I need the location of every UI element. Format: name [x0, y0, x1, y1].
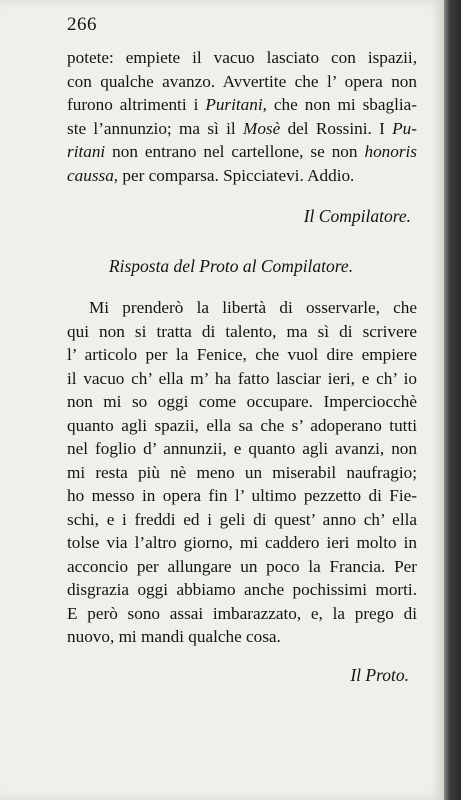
italic-text-run: Mosè — [243, 118, 281, 138]
text-run: furono altrimenti i — [67, 95, 206, 114]
italic-text-run: ritani — [67, 142, 106, 161]
text-line — [67, 117, 417, 141]
text-line: il vacuo ch’ ella m’ ha fatto lasciar ieri, e ch’ io — [67, 368, 417, 388]
italic-text-run: Pu- — [392, 118, 417, 138]
text-line — [67, 164, 417, 188]
italic-text-run: Puritani, — [205, 95, 267, 114]
text-line: schi, e i freddi ed i geli di quest’ anno ch’ ella — [67, 509, 417, 529]
text-run: potete: empiete il vacuo lasciato con ispazii, — [67, 48, 417, 67]
italic-text-run: caussa, — [67, 165, 119, 185]
text-line: mi resta più nè meno un miserabil naufragio; — [67, 462, 417, 482]
text-line — [67, 140, 417, 164]
text-line — [67, 46, 417, 70]
text-line: Mi prenderò la libertà di osservarle, che — [89, 298, 417, 317]
text-run: non entrano nel cartellone, se non — [105, 142, 365, 161]
text-line: nel foglio d’ annunzii, e quanto agli avanzi, non — [67, 439, 417, 458]
text-line: non mi so oggi come occupare. Imperciocchè — [67, 392, 417, 411]
text-line: nuovo, mi mandi qualche cosa. — [67, 627, 281, 646]
text-run: del Rossini. I — [280, 118, 393, 138]
page-number: 266 — [67, 14, 97, 35]
text-line: quanto agli spazii, ella sa che s’ adoperano tutti — [67, 415, 417, 435]
text-run: per comparsa. Spicciatevi. Addio. — [118, 165, 355, 185]
signature-proto: Il Proto. — [350, 665, 409, 685]
text-run: con qualche avanzo. Avvertite che l’ opera non — [67, 71, 417, 91]
signature-compilatore: Il Compilatore. — [303, 206, 411, 226]
text-line: l’ articolo per la Fenice, che vuol dire empiere — [67, 345, 417, 364]
text-run: che non mi sbaglia- — [266, 95, 418, 114]
paragraph-compilatore-letter — [67, 46, 417, 187]
text-line: qui non si tratta di talento, ma sì di scrivere — [67, 321, 417, 341]
text-line: acconcio per allungare un poco la Francia. Per — [67, 556, 417, 576]
text-line: E però sono assai imbarazzato, e, la prego di — [67, 603, 417, 623]
text-run: ste l’annunzio; ma sì il — [67, 118, 244, 138]
text-line: disgrazia oggi abbiamo anche pochissimi morti. — [67, 580, 417, 599]
text-line — [67, 70, 417, 94]
text-line: tolse via l’altro giorno, mi caddero ieri molto in — [67, 533, 417, 552]
italic-text-run: honoris — [364, 142, 417, 161]
text-line — [67, 93, 417, 117]
paragraph-proto-reply — [67, 296, 417, 649]
text-line: ho messo in opera fin l’ ultimo pezzetto di Fie- — [67, 486, 417, 505]
section-heading: Risposta del Proto al Compilatore. — [108, 256, 354, 276]
page-edge-shadow — [444, 0, 461, 800]
